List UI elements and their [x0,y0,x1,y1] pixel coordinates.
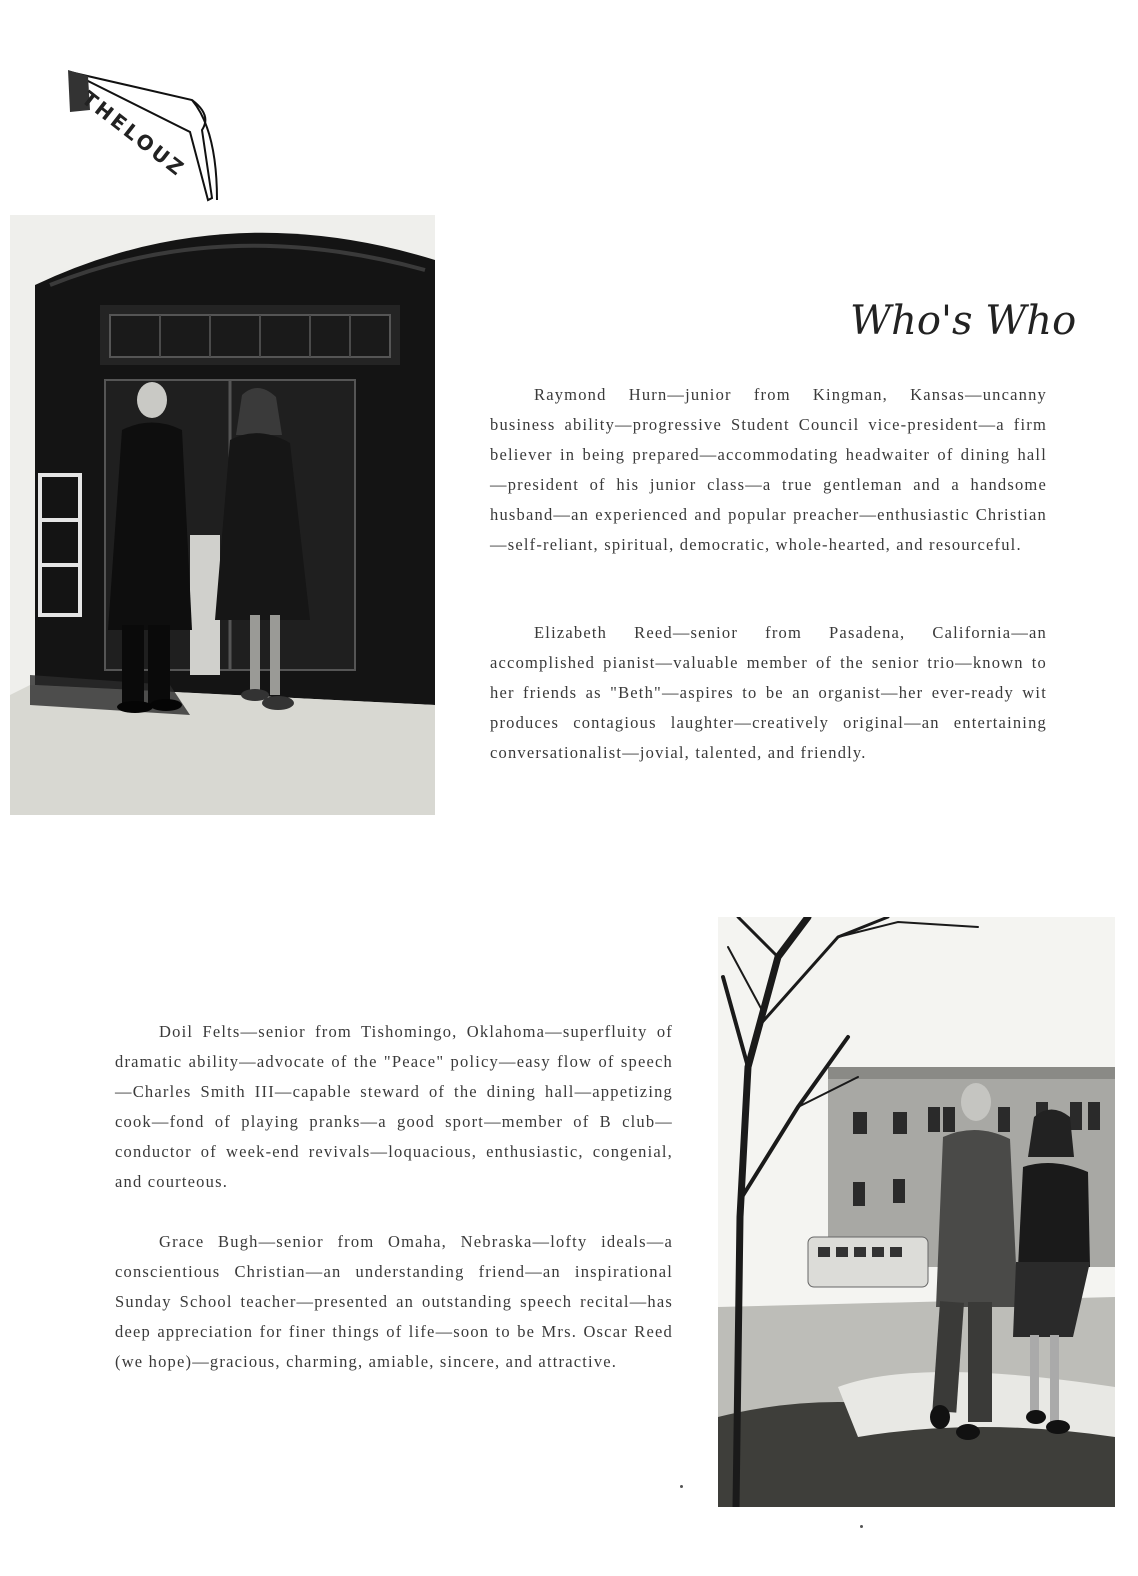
pennant-label: THELOUZ [77,86,191,182]
print-speck [680,1485,683,1488]
print-speck [860,1525,863,1528]
bio-grace-bugh: Grace Bugh—senior from Omaha, Nebraska—lofty ideals—a conscientious Christian—an understanding friend—an inspirational Sunday School teacher—presented an outstanding speech recital—has deep appreciation for finer things of life—soon to be Mrs. Oscar Reed (we hope)—gracious, charming, amiable, sincere, and attractive. [115,1232,673,1371]
doorway-couple-photo [10,215,435,815]
bio-raymond-hurn: Raymond Hurn—junior from Kingman, Kansas—uncanny business ability—progressive Student Council vice-president—a firm believer in being prepared—accommodating headwaiter of dining hall—president of his junior class—a true gentleman and a handsome husband—an experienced and popular preacher—enthusiastic Christian—self-reliant, spiritual, democratic, whole-hearted, and resourceful. [490,385,1047,554]
walking-couple-photo [718,917,1115,1507]
bio-doil-felts: Doil Felts—senior from Tishomingo, Oklahoma—superfluity of dramatic ability—advocate of the "Peace" policy—easy flow of speech—Charles Smith III—capable steward of the dining hall—appetizing cook—fond of playing pranks—a good sport—member of B club—conductor of week-end revivals—loquacious, enthusiastic, congenial, and courteous. [115,1022,673,1191]
page-title: Who's Who [850,298,1077,344]
bio-elizabeth-reed: Elizabeth Reed—senior from Pasadena, California—an accomplished pianist—valuable member of the senior trio—known to her friends as "Beth"—aspires to be an organist—her ever-ready wit produces contagious laughter—creatively original—an entertaining conversationalist—jovial, talented, and friendly. [490,623,1047,762]
